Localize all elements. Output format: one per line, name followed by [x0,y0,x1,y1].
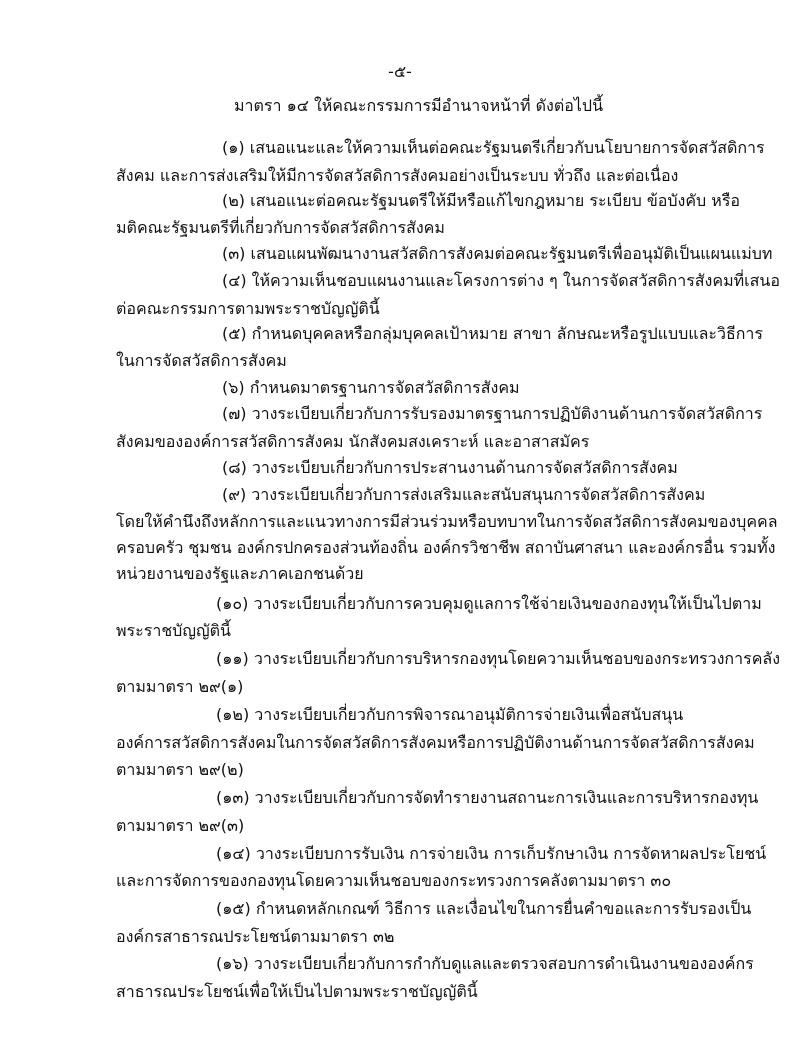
clause-10: (๑๐) วางระเบียบเกี่ยวกับการควบคุมดูแลการใช้จ่ายเงินของกองทุนให้เป็นไปตาม [216,594,762,613]
clause-9: (๙) วางระเบียบเกี่ยวกับการส่งเสริมและสนับสนุนการจัดสวัสดิการสังคม [222,485,706,504]
clause-1: (๑) เสนอแนะและให้ความเห็นต่อคณะรัฐมนตรีเกี่ยวกับนโยบายการจัดสวัสดิการ [222,138,765,157]
clause-4: (๔) ให้ความเห็นชอบแผนงานและโครงการต่าง ๆ ในการจัดสวัสดิการสังคมที่เสนอ [222,271,780,290]
clause-7-cont: สังคมขององค์การสวัสดิการสังคม นักสังคมสงเคราะห์ และอาสาสมัคร [116,432,590,451]
clause-11: (๑๑) วางระเบียบเกี่ยวกับการบริหารกองทุนโดยความเห็นชอบของกระทรวงการคลัง [216,649,781,668]
clause-13: (๑๓) วางระเบียบเกี่ยวกับการจัดทำรายงานสถานะการเงินและการบริหารกองทุน [216,788,759,807]
clause-5: (๕) กำหนดบุคคลหรือกลุ่มบุคคลเป้าหมาย สาขา ลักษณะหรือรูปแบบและวิธีการ [222,324,763,343]
clause-3: (๓) เสนอแผนพัฒนางานสวัสดิการสังคมต่อคณะรัฐมนตรีเพื่ออนุมัติเป็นแผนแม่บท [222,244,773,263]
page-number: -๕- [388,62,412,81]
clause-15: (๑๕) กำหนดหลักเกณฑ์ วิธีการ และเงื่อนไขในการยื่นคำขอและการรับรองเป็น [216,899,752,918]
clause-9-cont-1: โดยให้คำนึงถึงหลักการและแนวทางการมีส่วนร่วมหรือบทบาทในการจัดสวัสดิการสังคมของบุคคล [116,512,778,531]
clause-2: (๒) เสนอแนะต่อคณะรัฐมนตรีให้มีหรือแก้ไขกฎหมาย ระเบียบ ข้อบังคับ หรือ [222,191,741,210]
clause-11-cont: ตามมาตรา ๒๙(๑) [116,677,244,696]
clause-1-cont: สังคม และการส่งเสริมให้มีการจัดสวัสดิการสังคมอย่างเป็นระบบ ทั่วถึง และต่อเนื่อง [116,166,679,185]
clause-15-cont: องค์กรสาธารณประโยชน์ตามมาตรา ๓๒ [116,927,395,946]
clause-2-cont: มติคณะรัฐมนตรีที่เกี่ยวกับการจัดสวัสดิการสังคม [116,218,445,237]
clause-9-cont-3: หน่วยงานของรัฐและภาคเอกชนด้วย [116,564,364,583]
clause-12-cont-1: องค์การสวัสดิการสังคมในการจัดสวัสดิการสังคมหรือการปฏิบัติงานด้านการจัดสวัสดิการสังคม [116,733,755,752]
clause-4-cont: ต่อคณะกรรมการตามพระราชบัญญัตินี้ [116,299,380,318]
clause-7: (๗) วางระเบียบเกี่ยวกับการรับรองมาตรฐานการปฏิบัติงานด้านการจัดสวัสดิการ [222,404,763,423]
clause-9-cont-2: ครอบครัว ชุมชน องค์กรปกครองส่วนท้องถิ่น องค์กรวิชาชีพ สถาบันศาสนา และองค์กรอื่น รวมทั้ง [116,538,776,557]
clause-10-cont: พระราชบัญญัตินี้ [116,621,231,640]
clause-5-cont: ในการจัดสวัสดิการสังคม [116,351,287,370]
clause-14: (๑๔) วางระเบียบการรับเงิน การจ่ายเงิน การเก็บรักษาเงิน การจัดหาผลประโยชน์ [216,844,767,863]
clause-13-cont: ตามมาตรา ๒๙(๓) [116,816,245,835]
clause-12-cont-2: ตามมาตรา ๒๙(๒) [116,760,244,779]
clause-16: (๑๖) วางระเบียบเกี่ยวกับการกำกับดูแลและตรวจสอบการดำเนินงานขององค์กร [216,954,754,973]
clause-12: (๑๒) วางระเบียบเกี่ยวกับการพิจารณาอนุมัติการจ่ายเงินเพื่อสนับสนุน [216,705,684,724]
clause-14-cont: และการจัดการของกองทุนโดยความเห็นชอบของกระทรวงการคลังตามมาตรา ๓๐ [116,871,672,890]
clause-16-cont: สาธารณประโยชน์เพื่อให้เป็นไปตามพระราชบัญญัตินี้ [116,982,478,1001]
clause-8: (๘) วางระเบียบเกี่ยวกับการประสานงานด้านการจัดสวัสดิการสังคม [222,458,678,477]
clause-6: (๖) กำหนดมาตรฐานการจัดสวัสดิการสังคม [222,378,520,397]
section-heading: มาตรา ๑๔ ให้คณะกรรมการมีอำนาจหน้าที่ ดังต่อไปนี้ [234,96,604,115]
